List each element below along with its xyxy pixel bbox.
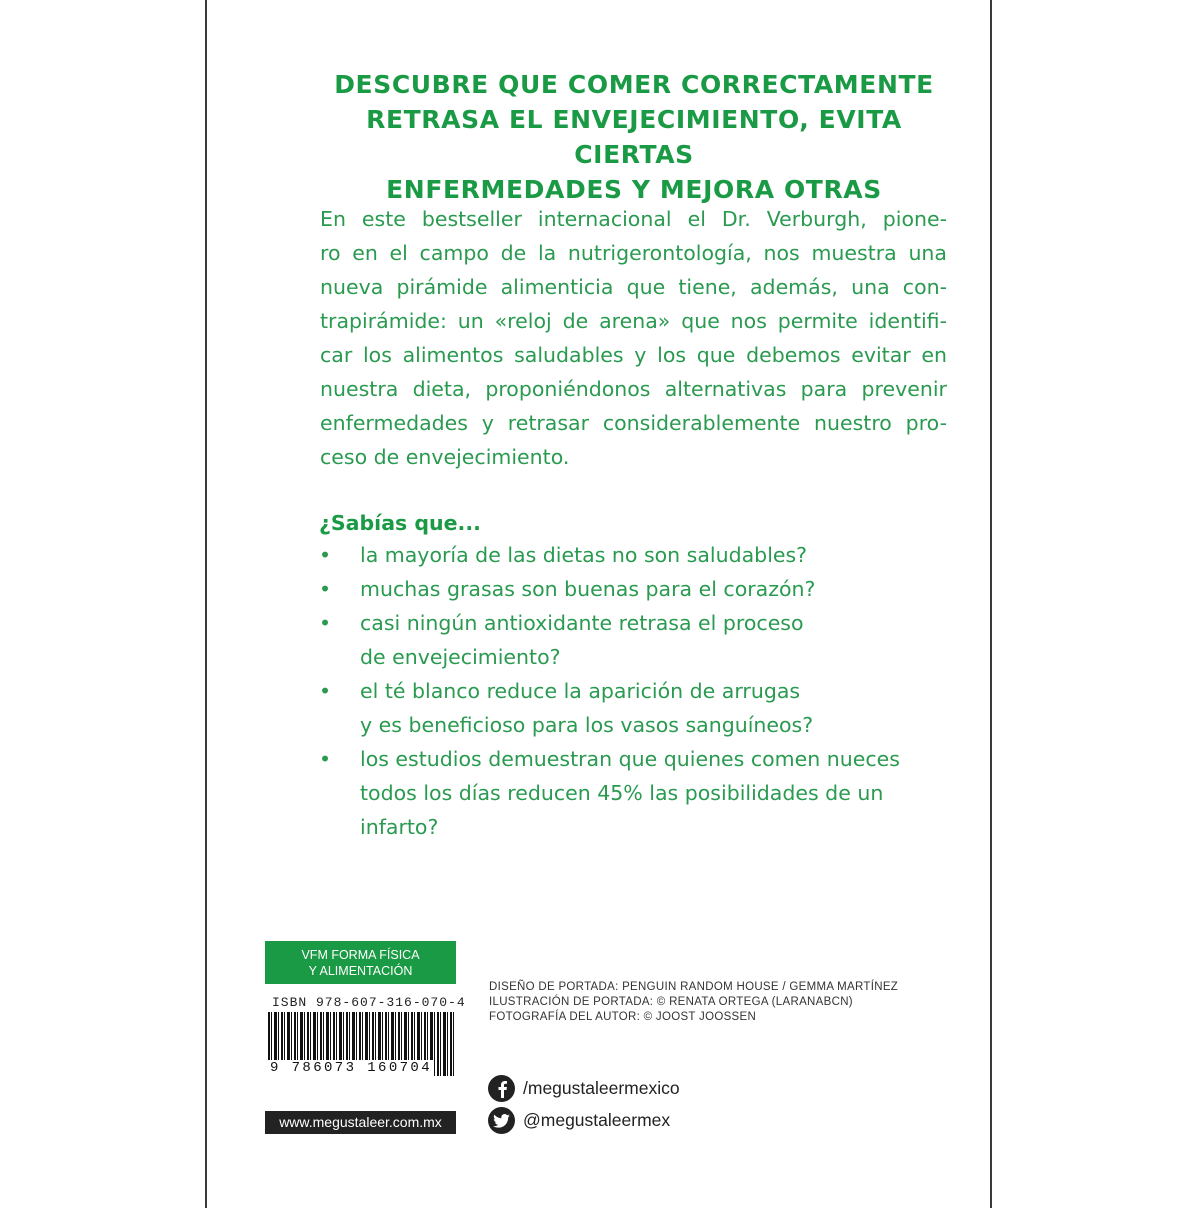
credit-line: DISEÑO DE PORTADA: PENGUIN RANDOM HOUSE / GEMMA MARTÍNEZ — [489, 981, 899, 993]
synopsis-line: En este bestseller internacional el Dr. Verburgh, pione- — [320, 207, 947, 231]
website-link[interactable]: www.megustaleer.com.mx — [265, 1111, 456, 1134]
headline-line: ENFERMEDADES Y MEJORA OTRAS — [386, 175, 882, 204]
facebook-icon — [488, 1075, 515, 1102]
list-item-text: la mayoría de las dietas no son saludables? — [360, 543, 808, 567]
synopsis-line: nuestra dieta, proponiéndonos alternativas para prevenir — [320, 377, 947, 401]
bullet-icon: • — [319, 577, 332, 601]
facts-list — [319, 538, 959, 844]
credit-line: ILUSTRACIÓN DE PORTADA: © RENATA ORTEGA (LARANABCN) — [489, 996, 853, 1008]
list-item — [319, 742, 959, 844]
list-item — [319, 538, 959, 572]
list-item-text: y es beneficioso para los vasos sanguíneos? — [360, 713, 814, 737]
list-item-text: casi ningún antioxidante retrasa el proceso — [360, 611, 804, 635]
facebook-handle: /megustaleermexico — [523, 1078, 680, 1098]
synopsis-line: ro en el campo de la nutrigerontología, nos muestra una — [320, 241, 947, 265]
synopsis-line: ceso de envejecimiento. — [320, 445, 570, 469]
category-line: Y ALIMENTACIÓN — [308, 964, 413, 978]
list-item-text: los estudios demuestran que quienes comen nueces — [360, 747, 900, 771]
credit-line: FOTOGRAFÍA DEL AUTOR: © JOOST JOOSSEN — [489, 1011, 757, 1023]
barcode-number: 9 786073 160704 — [270, 1060, 433, 1076]
headline-line: RETRASA EL ENVEJECIMIENTO, EVITA CIERTAS — [366, 105, 902, 169]
bullet-icon: • — [319, 543, 332, 567]
list-item-text: de envejecimiento? — [360, 645, 561, 669]
list-item — [319, 572, 959, 606]
twitter-link[interactable] — [488, 1107, 670, 1134]
list-item-text: el té blanco reduce la aparición de arrugas — [360, 679, 801, 703]
list-item-text: infarto? — [360, 815, 439, 839]
list-item-text: muchas grasas son buenas para el corazón? — [360, 577, 816, 601]
barcode — [268, 1012, 454, 1092]
bullet-icon: • — [319, 611, 332, 635]
list-item — [319, 606, 959, 674]
list-item-text: todos los días reducen 45% las posibilidades de un — [360, 781, 884, 805]
list-item — [319, 674, 959, 742]
synopsis-line: nueva pirámide alimenticia que tiene, además, una con- — [320, 275, 947, 299]
isbn-label: ISBN 978-607-316-070-4 — [272, 995, 466, 1010]
headline — [314, 67, 954, 207]
bullet-icon: • — [319, 679, 332, 703]
category-label — [265, 941, 456, 984]
synopsis-line: enfermedades y retrasar considerablemente nuestro pro- — [320, 411, 947, 435]
synopsis-paragraph — [320, 202, 947, 474]
category-line: VFM FORMA FÍSICA — [301, 948, 420, 962]
synopsis-line: car los alimentos saludables y los que debemos evitar en — [320, 343, 947, 367]
question-title: ¿Sabías que... — [319, 511, 481, 535]
facebook-link[interactable] — [488, 1075, 680, 1102]
barcode-digits — [268, 1060, 458, 1076]
synopsis-line: trapirámide: un «reloj de arena» que nos permite identifi- — [320, 309, 947, 333]
cover-credits — [489, 980, 898, 1025]
twitter-icon — [488, 1107, 515, 1134]
twitter-handle: @megustaleermex — [523, 1110, 671, 1130]
headline-line: DESCUBRE QUE COMER CORRECTAMENTE — [334, 70, 934, 99]
bullet-icon: • — [319, 747, 332, 771]
